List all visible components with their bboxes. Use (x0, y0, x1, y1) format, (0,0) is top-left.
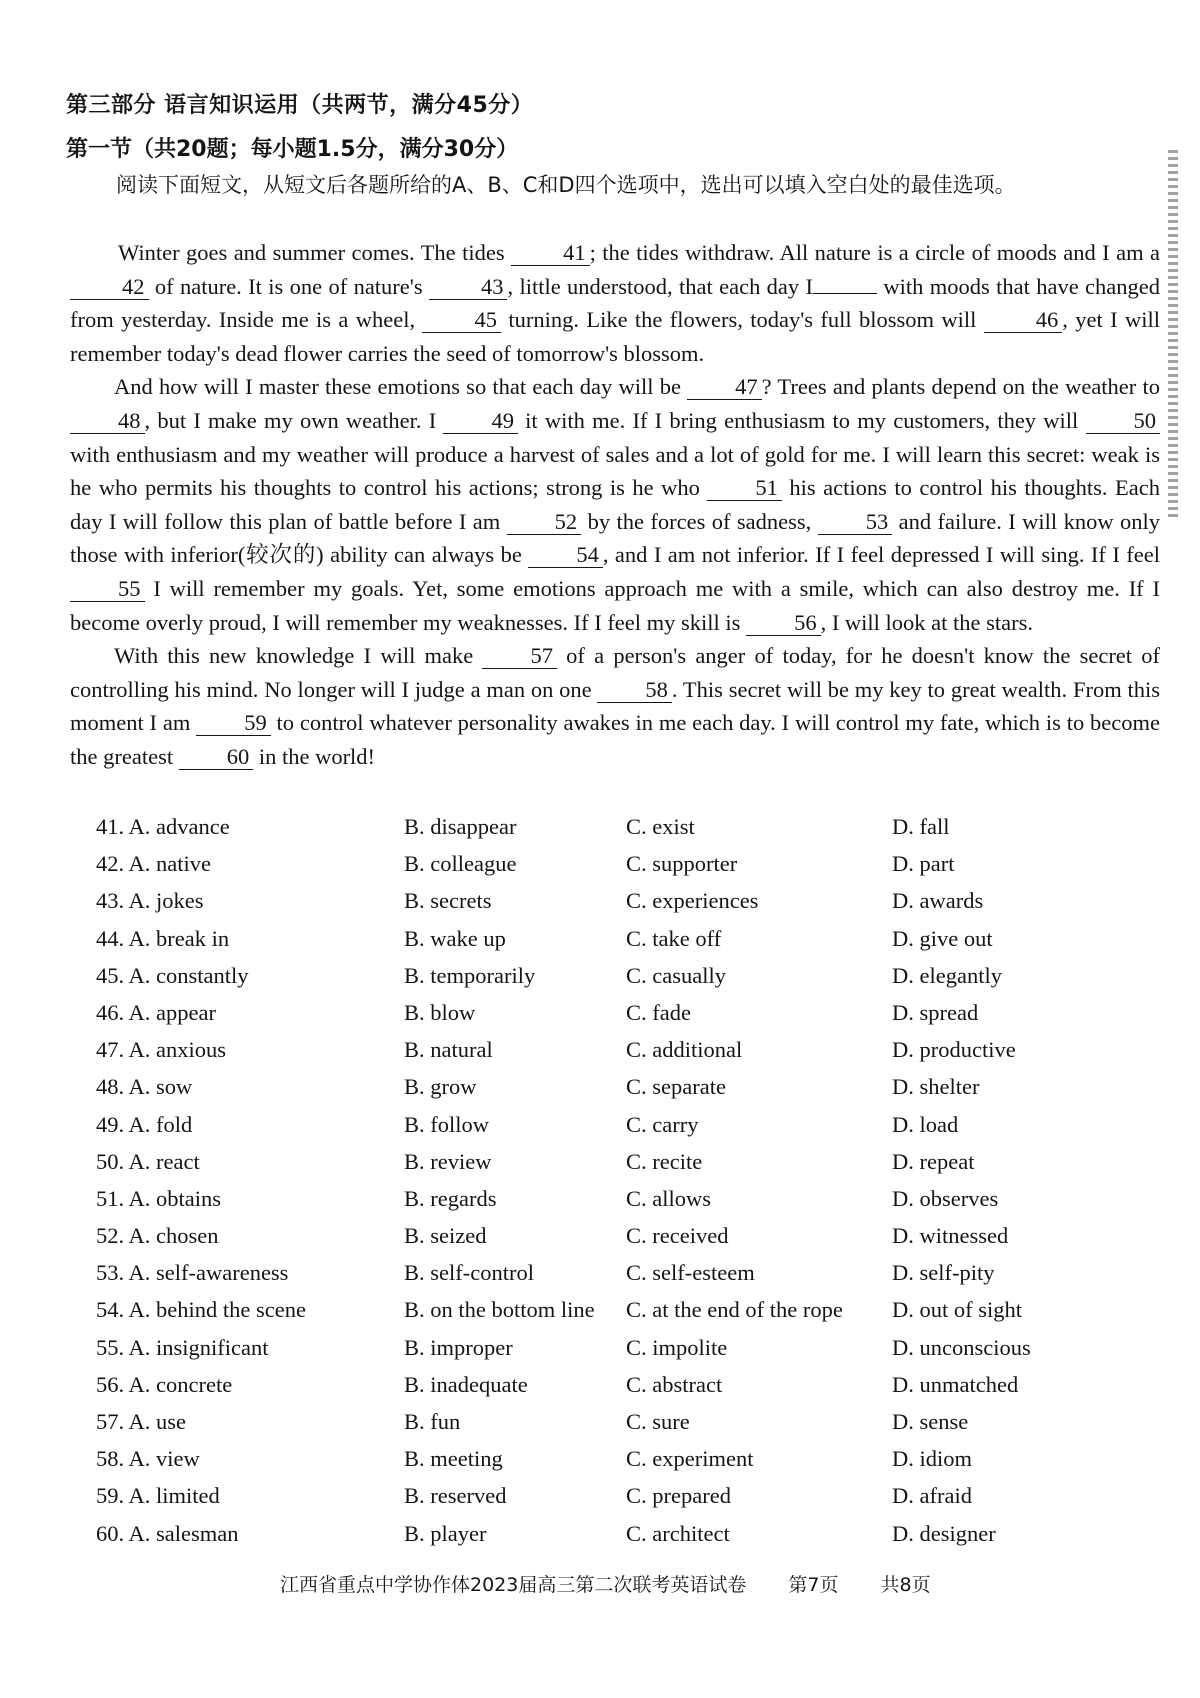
question-row (96, 1372, 1156, 1409)
answer-blank: 53 (818, 510, 893, 535)
option-b: B. reserved (404, 1483, 507, 1509)
option-d: D. elegantly (892, 962, 1002, 988)
option-a: 49. A. fold (96, 1111, 193, 1137)
question-row (96, 1186, 1156, 1223)
option-a: 57. A. use (96, 1409, 186, 1434)
answer-blank (813, 293, 877, 294)
answer-blank: 50 (1086, 409, 1161, 434)
option-d: D. unconscious (892, 1334, 1031, 1360)
passage-text: of nature. It is one of nature's (148, 273, 429, 299)
passage-text: and failure. I will know only those with inferior(较次的) ability can always be (70, 508, 1161, 568)
passage-paragraph (70, 370, 1160, 639)
option-d: D. give out (892, 925, 993, 951)
option-d: D. designer (892, 1520, 996, 1546)
option-b: B. self-control (404, 1260, 534, 1286)
option-b: B. secrets (404, 888, 492, 914)
answer-blank: 57 (482, 644, 557, 669)
binding-edge-mark (1168, 150, 1178, 520)
exam-name: 江西省重点中学协作体2023届高三第二次联考英语试卷 (280, 1574, 747, 1596)
option-c: C. casually (626, 962, 726, 988)
option-b: B. follow (404, 1111, 490, 1137)
passage-paragraph (70, 639, 1160, 773)
option-d: D. sense (892, 1409, 969, 1434)
question-row (96, 1037, 1156, 1074)
passage-text: Winter goes and summer comes. The tides (118, 240, 512, 265)
question-row (96, 814, 1156, 851)
answer-blank: 43 (429, 275, 508, 300)
option-a: 54. A. behind the scene (96, 1297, 306, 1323)
answer-blank: 60 (179, 745, 254, 770)
question-row (96, 1446, 1156, 1483)
option-c: C. recite (626, 1148, 703, 1174)
question-row (96, 1521, 1156, 1558)
passage-text: with moods that have changed from yesterday. Inside me is a wheel, (70, 273, 1161, 333)
option-d: D. unmatched (892, 1371, 1019, 1397)
answer-blank: 42 (70, 275, 149, 300)
passage-text: by the forces of sadness, (581, 508, 818, 534)
answer-blank: 58 (597, 678, 672, 703)
option-a: 43. A. jokes (96, 888, 204, 914)
option-a: 50. A. react (96, 1148, 200, 1174)
answer-blank: 45 (422, 308, 501, 333)
answer-blank: 59 (196, 711, 271, 736)
passage-text: I will remember my goals. Yet, some emotions approach me with a smile, which can also destroy me. If I become overly proud, I will remember my weaknesses. If I feel my skill is (70, 575, 1160, 635)
passage-text: , but I make my own weather. I (144, 407, 444, 433)
question-row (96, 963, 1156, 1000)
option-b: B. temporarily (404, 962, 536, 988)
passage-text: , and I am not inferior. If I feel depressed I will sing. If I feel (602, 542, 1160, 568)
question-row (96, 1112, 1156, 1149)
option-b: B. grow (404, 1074, 477, 1100)
option-d: D. fall (892, 814, 950, 839)
option-b: B. colleague (404, 851, 517, 877)
page-total: 共8页 (880, 1574, 931, 1596)
option-d: D. repeat (892, 1148, 975, 1174)
option-c: C. experiment (626, 1446, 754, 1472)
answer-blank: 51 (707, 476, 782, 501)
option-b: B. regards (404, 1185, 497, 1211)
passage-text: With this new knowledge I will make (114, 643, 483, 669)
question-row (96, 1483, 1156, 1520)
option-c: C. received (626, 1223, 729, 1249)
option-a: 45. A. constantly (96, 962, 249, 988)
option-c: C. self-esteem (626, 1260, 755, 1286)
option-b: B. meeting (404, 1446, 503, 1472)
option-b: B. natural (404, 1037, 493, 1063)
answer-blank: 47 (687, 375, 762, 400)
option-c: C. prepared (626, 1483, 731, 1509)
option-b: B. blow (404, 999, 476, 1025)
answer-blank: 46 (984, 308, 1063, 333)
question-row (96, 1409, 1156, 1446)
option-c: C. separate (626, 1074, 726, 1100)
part-title: 第三部分 语言知识运用（共两节，满分45分） (66, 93, 534, 118)
option-b: B. inadequate (404, 1371, 528, 1397)
option-a: 51. A. obtains (96, 1185, 222, 1211)
question-row (96, 851, 1156, 888)
option-c: C. additional (626, 1037, 743, 1063)
option-b: B. seized (404, 1223, 487, 1249)
option-a: 41. A. advance (96, 814, 230, 839)
cloze-passage (70, 236, 1160, 774)
option-a: 44. A. break in (96, 925, 230, 951)
option-c: C. supporter (626, 851, 738, 877)
page-number: 第7页 (788, 1574, 839, 1596)
option-c: C. carry (626, 1111, 699, 1137)
option-b: B. fun (404, 1409, 461, 1434)
option-c: C. impolite (626, 1334, 728, 1360)
page-footer (280, 1570, 967, 1597)
option-a: 48. A. sow (96, 1074, 193, 1100)
option-c: C. abstract (626, 1371, 723, 1397)
passage-text: ; the tides withdraw. All nature is a circle of moods and I am a (589, 240, 1160, 265)
passage-text: , I will look at the stars. (820, 609, 1034, 635)
option-a: 46. A. appear (96, 999, 216, 1025)
question-row (96, 1223, 1156, 1260)
option-d: D. out of sight (892, 1297, 1023, 1323)
question-options (96, 814, 1156, 1558)
passage-text: ? Trees and plants depend on the weather to (761, 374, 1160, 400)
option-c: C. at the end of the rope (626, 1297, 843, 1323)
question-row (96, 1149, 1156, 1186)
option-c: C. take off (626, 925, 722, 951)
option-a: 47. A. anxious (96, 1037, 227, 1063)
option-c: C. exist (626, 814, 695, 839)
option-b: B. disappear (404, 814, 517, 839)
option-a: 56. A. concrete (96, 1371, 233, 1397)
passage-text: , little understood, that each day I (507, 273, 814, 299)
option-b: B. wake up (404, 925, 506, 951)
option-d: D. witnessed (892, 1223, 1009, 1249)
passage-text: his actions to control his thoughts. Each day I will follow this plan of battle before I am (70, 475, 1160, 534)
passage-text: it with me. If I bring enthusiasm to my customers, they will (517, 407, 1086, 433)
answer-blank: 56 (746, 611, 821, 636)
passage-text: , yet I will remember today's dead flower carries the seed of tomorrow's blossom. (70, 307, 1160, 366)
option-a: 42. A. native (96, 851, 211, 877)
passage-text: with enthusiasm and my weather will produce a harvest of sales and a lot of gold for me. I will learn this secret: weak is he who permits his thoughts to control his actions; strong is he who (70, 441, 1160, 501)
instructions: 阅读下面短文，从短文后各题所给的A、B、C和D四个选项中，选出可以填入空白处的最佳选项。 (116, 173, 1016, 197)
passage-text: in the world! (253, 743, 376, 769)
answer-blank: 55 (70, 577, 145, 602)
option-d: D. productive (892, 1037, 1016, 1063)
option-b: B. improper (404, 1334, 513, 1360)
option-c: C. fade (626, 999, 691, 1025)
option-a: 59. A. limited (96, 1483, 220, 1509)
passage-text: And how will I master these emotions so that each day will be (114, 374, 688, 400)
option-d: D. shelter (892, 1074, 980, 1100)
answer-blank: 48 (70, 409, 145, 434)
section-title: 第一节（共20题；每小题1.5分，满分30分） (66, 137, 519, 162)
question-row (96, 1000, 1156, 1037)
passage-text: turning. Like the flowers, today's full blossom will (500, 307, 984, 333)
option-b: B. on the bottom line (404, 1297, 595, 1323)
question-row (96, 1297, 1156, 1334)
option-c: C. sure (626, 1409, 690, 1434)
question-row (96, 888, 1156, 925)
passage-text: . This secret will be my key to great wealth. From this moment I am (70, 676, 1160, 736)
option-a: 58. A. view (96, 1446, 200, 1472)
answer-blank: 49 (443, 409, 518, 434)
option-d: D. observes (892, 1185, 999, 1211)
option-b: B. review (404, 1148, 492, 1174)
answer-blank: 41 (511, 241, 590, 266)
option-a: 52. A. chosen (96, 1223, 219, 1249)
passage-text: to control whatever personality awakes in me each day. I will control my fate, which is to become the greatest (70, 710, 1160, 769)
passage-text: of a person's anger of today, for he doesn't know the secret of controlling his mind. No longer will I judge a man on one (70, 643, 1160, 702)
option-d: D. awards (892, 888, 984, 914)
option-d: D. load (892, 1111, 959, 1137)
question-row (96, 1074, 1156, 1111)
question-row (96, 1335, 1156, 1372)
option-d: D. afraid (892, 1483, 972, 1509)
option-d: D. part (892, 851, 955, 877)
option-a: 53. A. self-awareness (96, 1260, 289, 1286)
option-a: 60. A. salesman (96, 1520, 239, 1546)
question-row (96, 1260, 1156, 1297)
question-row (96, 926, 1156, 963)
option-d: D. spread (892, 999, 979, 1025)
option-b: B. player (404, 1520, 487, 1546)
passage-paragraph (70, 236, 1160, 370)
option-d: D. self-pity (892, 1260, 995, 1286)
option-c: C. allows (626, 1185, 712, 1211)
option-a: 55. A. insignificant (96, 1334, 269, 1360)
option-d: D. idiom (892, 1446, 973, 1472)
answer-blank: 54 (528, 543, 603, 568)
option-c: C. architect (626, 1520, 730, 1546)
answer-blank: 52 (507, 510, 582, 535)
option-c: C. experiences (626, 888, 759, 914)
